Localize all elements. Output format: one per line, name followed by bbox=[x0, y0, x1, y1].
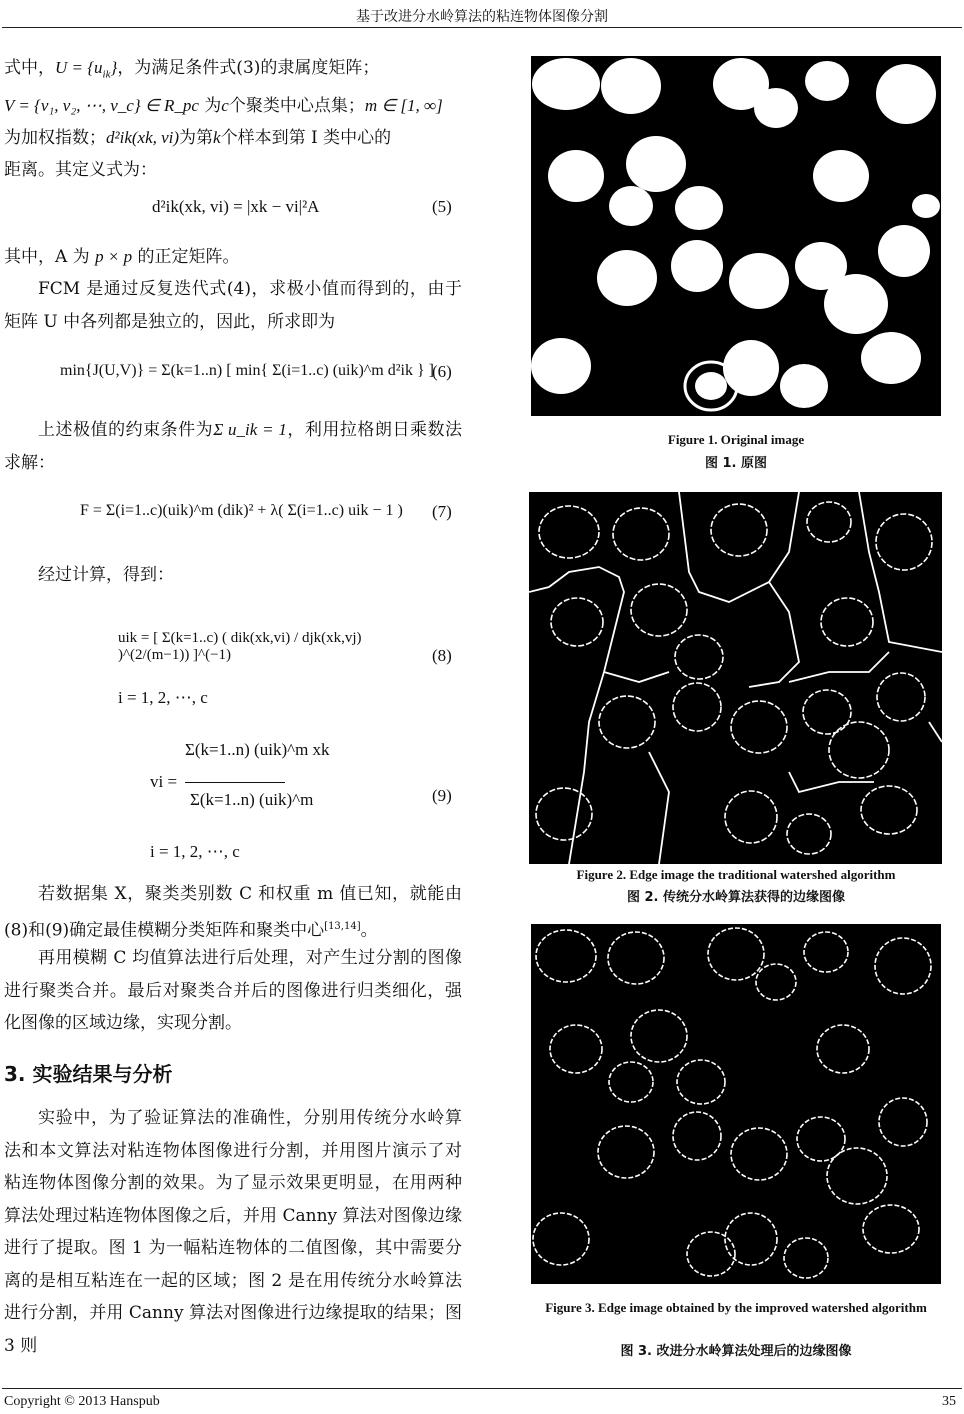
equation-9-lhs: vi = bbox=[150, 772, 178, 791]
equation-7: F = Σ(i=1..c)(uik)^m (dik)² + λ( Σ(i=1..c) uik − 1 ) bbox=[80, 502, 403, 519]
figure-3-caption-en: Figure 3. Edge image obtained by the improved watershed algorithm bbox=[545, 1300, 927, 1315]
equation-9-denominator: Σ(k=1..n) (uik)^m bbox=[190, 790, 314, 809]
paragraph-6: 若数据集 X，聚类类别数 C 和权重 m 值已知，就能由(8)和(9)确定最佳模糊分类矩阵和聚类中心[13,14]。 bbox=[4, 884, 462, 941]
figure-1-caption-en: Figure 1. Original image bbox=[667, 432, 805, 447]
equation-5: d²ik(xk, vi) = |xk − vi|²A bbox=[152, 197, 320, 216]
paragraph-5: 经过计算，得到： bbox=[38, 565, 174, 585]
figure-1-caption-zh: 图 1. 原图 bbox=[704, 456, 768, 471]
paragraph-1: 式中，$U = \{u_{ik}\}$，为满足条件式(3)的隶属度矩阵； V = {v₁, v₂, ⋯, v_c} ∈ R_pc 为c个聚类中心点集；m ∈ [1, ∞] 为加权指数；d²ik(xk, vi)为第k个样本到第 I 类中心的 距离。其定义式为： bbox=[4, 58, 443, 181]
paragraph-2: 其中，A 为 p × p 的正定矩阵。 bbox=[4, 247, 240, 267]
figure-2-caption-en: Figure 2. Edge image the traditional watershed algorithm bbox=[576, 867, 896, 882]
equation-6-number: (6) bbox=[432, 362, 452, 381]
figure-1-image bbox=[531, 56, 941, 416]
figure-3-caption-zh: 图 3. 改进分水岭算法处理后的边缘图像 bbox=[620, 1344, 852, 1359]
equation-8-range: i = 1, 2, ⋯, c bbox=[118, 688, 208, 707]
paragraph-7: 再用模糊 C 均值算法进行后处理，对产生过分割的图像进行聚类合并。最后对聚类合并后的图像进行归类细化，强化图像的区域边缘，实现分割。 bbox=[4, 948, 462, 1033]
figure-2-image bbox=[529, 492, 942, 864]
equation-9-numerator: Σ(k=1..n) (uik)^m xk bbox=[185, 740, 330, 759]
page-number: 35 bbox=[942, 1394, 956, 1409]
figure-2-caption-zh: 图 2. 传统分水岭算法获得的边缘图像 bbox=[626, 890, 846, 905]
equation-8-number: (8) bbox=[432, 646, 452, 665]
equation-9-number: (9) bbox=[432, 786, 452, 805]
footer-rule bbox=[2, 1388, 962, 1389]
equation-9-range: i = 1, 2, ⋯, c bbox=[150, 842, 240, 861]
running-header: 基于改进分水岭算法的粘连物体图像分割 bbox=[356, 9, 608, 25]
paragraph-8: 实验中，为了验证算法的准确性，分别用传统分水岭算法和本文算法对粘连物体图像进行分割，并用图片演示了对粘连物体图像分割的效果。为了显示效果更明显，在用两种算法处理过粘连物体图像之后，并用 Canny 算法对图像边缘进行了提取。图 1 为一幅粘连物体的二值图像，其中需要分离的是相互粘连在一起的区域；图 2 是在用传统分水岭算法进行分割，并用 Canny 算法对图像进行边缘提取的结果；图 3 则 bbox=[4, 1108, 462, 1356]
equation-5-number: (5) bbox=[432, 197, 452, 216]
paragraph-4: 上述极值的约束条件为Σ u_ik = 1，利用拉格朗日乘数法求解： bbox=[4, 420, 463, 473]
section-heading: 3. 实验结果与分析 bbox=[4, 1062, 173, 1086]
footer-copyright: Copyright © 2013 Hanspub bbox=[4, 1394, 160, 1409]
figure-3-image bbox=[531, 924, 941, 1284]
header-rule bbox=[2, 27, 962, 28]
equation-8: uik = [ Σ(k=1..c) ( dik(xk,vi) / djk(xk,vj) )^(2/(m−1)) ]^(−1) bbox=[118, 630, 362, 663]
equation-7-number: (7) bbox=[432, 502, 452, 521]
paragraph-3: FCM 是通过反复迭代式(4)，求极小值而得到的，由于矩阵 U 中各列都是独立的，因此，所求即为 bbox=[4, 279, 462, 332]
fraction-bar bbox=[185, 782, 285, 783]
equation-6: min{J(U,V)} = Σ(k=1..n) [ min{ Σ(i=1..c) (uik)^m d²ik } ] bbox=[60, 362, 434, 379]
